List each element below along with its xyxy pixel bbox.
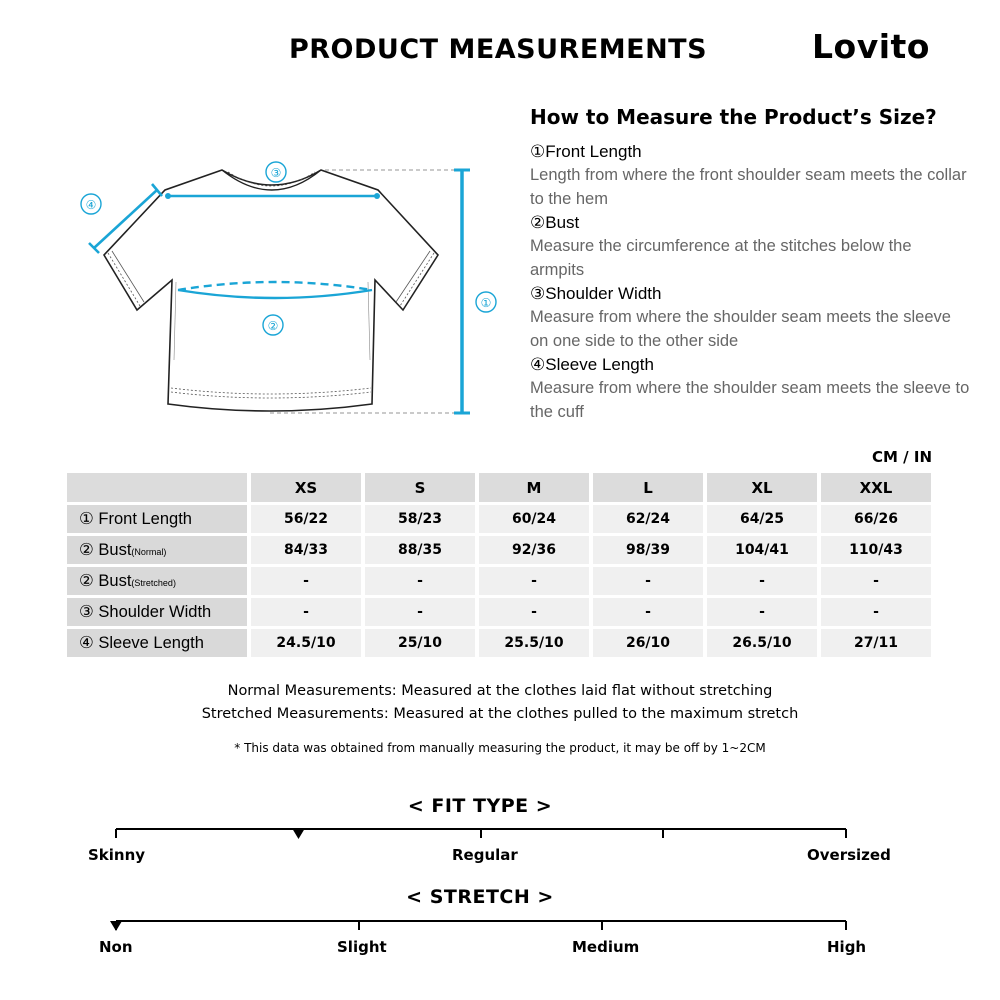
row-number: ①: [79, 510, 94, 528]
table-cell: 98/39: [593, 536, 703, 564]
fit-label-regular: Regular: [452, 846, 518, 864]
table-cell: 27/11: [821, 629, 931, 657]
table-cell: 58/23: [365, 505, 475, 533]
table-cell: -: [707, 567, 817, 595]
table-cell: 62/24: [593, 505, 703, 533]
table-cell: 56/22: [251, 505, 361, 533]
fit-label-skinny: Skinny: [88, 846, 146, 864]
table-cell: 110/43: [821, 536, 931, 564]
row-number: ②: [79, 572, 94, 590]
size-header: XXL: [821, 473, 931, 502]
marker-3-text: ③: [270, 166, 282, 180]
stretch-marker: [110, 921, 122, 931]
stretch-label-high: High: [827, 938, 867, 956]
size-header: XS: [251, 473, 361, 502]
measure-description: Measure from where the shoulder seam meets the sleeve on one side to the other side: [530, 308, 951, 350]
measure-item-bust: [530, 212, 970, 282]
table-cell: -: [365, 567, 475, 595]
normal-measurements-note: Normal Measurements: Measured at the clothes laid flat without stretching: [227, 683, 773, 699]
table-cell: -: [593, 598, 703, 626]
disclaimer-note: * This data was obtained from manually measuring the product, it may be off by 1~2CM: [234, 741, 766, 755]
fit-type-title: < FIT TYPE >: [407, 795, 553, 817]
marker-3-badge: [266, 162, 286, 182]
table-row: [67, 567, 931, 595]
row-label: [67, 567, 247, 595]
size-header-row: [67, 473, 931, 502]
row-label-sub: (Stretched): [131, 578, 176, 588]
table-cell: 84/33: [251, 536, 361, 564]
measure-item-front-length: [530, 141, 970, 211]
table-cell: -: [821, 598, 931, 626]
stretch-title: < STRETCH >: [406, 886, 554, 908]
row-label-text: Sleeve Length: [98, 634, 204, 652]
table-cell: 26/10: [593, 629, 703, 657]
table-cell: 88/35: [365, 536, 475, 564]
table-cell: -: [707, 598, 817, 626]
size-header: XL: [707, 473, 817, 502]
row-label: [67, 505, 247, 533]
table-cell: 104/41: [707, 536, 817, 564]
tshirt-diagram: [60, 150, 520, 430]
table-cell: 24.5/10: [251, 629, 361, 657]
measure-item-sleeve-length: [530, 354, 970, 424]
stretch-label-slight: Slight: [337, 938, 387, 956]
marker-1-text: ①: [480, 296, 492, 310]
table-cell: -: [593, 567, 703, 595]
table-cell: -: [479, 598, 589, 626]
page-title: PRODUCT MEASUREMENTS: [288, 34, 708, 65]
measure-description: Measure the circumference at the stitches below the armpits: [530, 237, 912, 279]
table-cell: -: [479, 567, 589, 595]
table-cell: 25.5/10: [479, 629, 589, 657]
marker-2-text: ②: [267, 319, 279, 333]
row-label-text: Front Length: [98, 510, 192, 528]
row-label-text: Shoulder Width: [98, 603, 212, 621]
unit-label: CM / IN: [872, 448, 932, 466]
size-header: S: [365, 473, 475, 502]
stretch-label-medium: Medium: [572, 938, 640, 956]
table-row: [67, 598, 931, 626]
how-to-list: [530, 141, 970, 425]
row-number: ④: [79, 634, 94, 652]
fit-label-oversized: Oversized: [807, 846, 891, 864]
table-cell: 26.5/10: [707, 629, 817, 657]
how-to-title: How to Measure the Product’s Size?: [530, 105, 937, 129]
size-header: L: [593, 473, 703, 502]
table-cell: -: [251, 567, 361, 595]
row-number: ②: [79, 541, 94, 559]
measure-heading: ③Shoulder Width: [530, 284, 662, 303]
measure-heading: ①Front Length: [530, 142, 642, 161]
table-row: [67, 536, 931, 564]
measure-item-shoulder-width: [530, 283, 970, 353]
table-row: [67, 629, 931, 657]
stretch-label-non: Non: [99, 938, 133, 956]
measure-description: Length from where the front shoulder seam meets the collar to the hem: [530, 166, 967, 208]
row-label: [67, 536, 247, 564]
table-cell: -: [365, 598, 475, 626]
measure-description: Measure from where the shoulder seam meets the sleeve to the cuff: [530, 379, 970, 421]
measure-heading: ②Bust: [530, 213, 580, 232]
marker-4-text: ④: [85, 198, 97, 212]
size-header: M: [479, 473, 589, 502]
table-row: [67, 505, 931, 533]
row-number: ③: [79, 603, 94, 621]
stretched-measurements-note: Stretched Measurements: Measured at the clothes pulled to the maximum stretch: [201, 706, 799, 722]
tshirt-outline: [104, 170, 438, 411]
size-table: [63, 470, 935, 660]
fit-marker: [293, 829, 305, 839]
row-label-text: Bust: [98, 541, 132, 559]
table-cell: 92/36: [479, 536, 589, 564]
table-cell: 64/25: [707, 505, 817, 533]
table-cell: 60/24: [479, 505, 589, 533]
measure-heading: ④Sleeve Length: [530, 355, 654, 374]
header-blank-cell: [67, 473, 247, 502]
marker-4-badge: [81, 194, 101, 214]
table-cell: -: [251, 598, 361, 626]
row-label: [67, 598, 247, 626]
table-cell: 25/10: [365, 629, 475, 657]
marker-2-badge: [263, 315, 283, 335]
table-cell: -: [821, 567, 931, 595]
row-label-sub: (Normal): [131, 547, 167, 557]
row-label: [67, 629, 247, 657]
row-label-text: Bust: [98, 572, 132, 590]
brand-logo: Lovito: [812, 27, 930, 66]
marker-1-badge: [476, 292, 496, 312]
table-cell: 66/26: [821, 505, 931, 533]
